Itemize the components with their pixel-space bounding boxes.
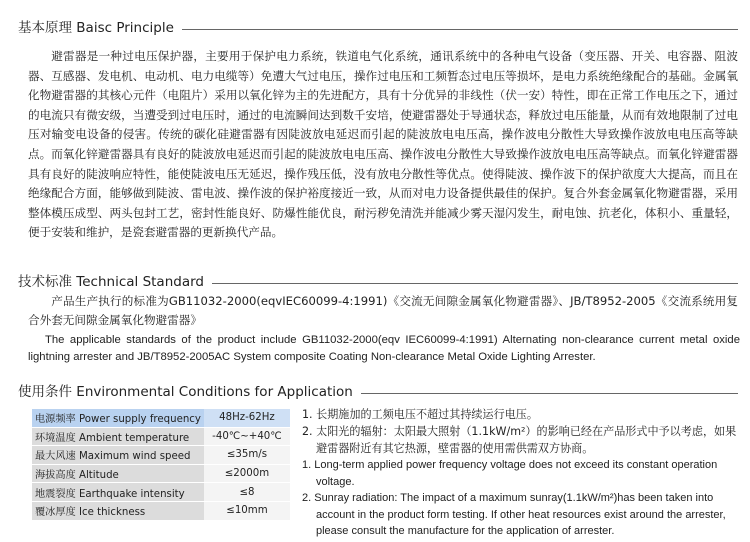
condition-label: 覆冰厚度 Ice thickness bbox=[32, 501, 204, 520]
principle-body: 避雷器是一种过电压保护器，主要用于保护电力系统，铁道电气化系统，通讯系统中的各种电气设备（变压器、开关、电容器、阻波器、互感器、发电机、电动机、电力电缆等）免遭大气过电压，操作过电压和工频暂态过电压等损坏，是电力系统绝缘配合的基础。金属氧化物避雷器的其核心元件（电阻片）采用以氧化锌为主的先进配方，具有十分优异的非线性（伏一安）特性，即在正常工作电压之下，通过的电流只有微安级，当遭受到过电压时，通过的电流瞬间达到数千安培，使避雷器处于导通状态，释放过电压能量，从而有效地限制了过电压对输变电设备的侵害。传统的碳化硅避雷器有因陡波放电延迟而引起的陡波放电电压高，操作波电分散性大导致操作波放电电压高等缺点。而氧化锌避雷器具有良好的陡波放电延迟而引起的陡波放电电压高、操作波电分散性大导致操作波放电电压高等缺点。而氧化锌避雷器具有良好的陡波响应特性，能使陡波电压无延迟，操作残压低，没有放电分散性等优点。使得陡波、操作波下的保护欲度大大提高，而且在绝缘配合方面，能够做到陡波、雷电波、操作波的保护裕度接近一致，从而对电力设备提供最佳的保护。复合外套金属氧化物避雷器，采用整体模压成型、两头包封工艺，密封性能良好、防爆性能优良，耐污秽免清洗并能减少雾天湿闪发生，耐电蚀、抗老化，体积小、重量轻，便于安装和维护，是瓷套避雷器的更新换代产品。 bbox=[28, 49, 738, 240]
standard-header bbox=[18, 270, 738, 290]
table-row bbox=[32, 446, 290, 465]
conditions-header bbox=[18, 380, 738, 400]
table-row bbox=[32, 464, 290, 483]
conditions-title: 使用条件 Environmental Conditions for Application bbox=[18, 384, 353, 400]
standard-title: 技术标准 Technical Standard bbox=[18, 274, 204, 290]
condition-value: ≤2000m bbox=[204, 464, 290, 483]
condition-value: ≤8 bbox=[204, 483, 290, 502]
principle-header bbox=[18, 16, 738, 36]
condition-value: 48Hz-62Hz bbox=[204, 409, 290, 427]
principle-rule bbox=[182, 29, 738, 30]
condition-label: 海拔高度 Altitude bbox=[32, 464, 204, 483]
table-row bbox=[32, 409, 290, 427]
standard-en: The applicable standards of the product include GB11032-2000(eqv IEC60099-4:1991) Alternating non-clearance current metal oxide lightning arrester and JB/T8952-2005AC System composite Coating Non-clearance Metal Oxide Lighting Arrester. bbox=[28, 334, 740, 363]
condition-label: 电源频率 Power supply frequency bbox=[32, 409, 204, 427]
conditions-notes bbox=[302, 406, 747, 540]
note-en-2: 2. Sunray radiation: The impact of a maximum sunray(1.1kW/m²)has been taken into account in the product form testing. If other heat resources exist around the arrester, please consult the manufacture for the application of arrester. bbox=[302, 492, 726, 537]
condition-label: 最大风速 Maximum wind speed bbox=[32, 446, 204, 465]
condition-value: -40℃~+40℃ bbox=[204, 427, 290, 446]
condition-value: ≤35m/s bbox=[204, 446, 290, 465]
standard-rule bbox=[212, 283, 738, 284]
condition-value: ≤10mm bbox=[204, 501, 290, 520]
conditions-table bbox=[32, 409, 290, 521]
note-cn-1: 1. 长期施加的工频电压不超过其持续运行电压。 bbox=[302, 408, 538, 421]
conditions-rule bbox=[361, 393, 738, 394]
table-row bbox=[32, 483, 290, 502]
condition-label: 地震裂度 Earthquake intensity bbox=[32, 483, 204, 502]
table-row bbox=[32, 501, 290, 520]
table-row bbox=[32, 427, 290, 446]
note-cn-2: 2. 太阳光的辐射：太阳最大照射（1.1kW/m²）的影响已经在产品形式中予以考虑，如果避雷器附近有其它热源，壁雷器的使用需供需双方协商。 bbox=[302, 425, 737, 455]
principle-title: 基本原理 Baisc Principle bbox=[18, 20, 174, 36]
condition-label: 环境温度 Ambient temperature bbox=[32, 427, 204, 446]
note-en-1: 1. Long-term applied power frequency voltage does not exceed its constant operation voltage. bbox=[302, 459, 718, 488]
standard-cn: 产品生产执行的标准为GB11032-2000(eqvIEC60099-4:1991)《交流无间隙金属氧化物避雷器》、JB/T8952-2005《交流系统用复合外套无间隙金属氧化物避雷器》 bbox=[28, 294, 738, 327]
